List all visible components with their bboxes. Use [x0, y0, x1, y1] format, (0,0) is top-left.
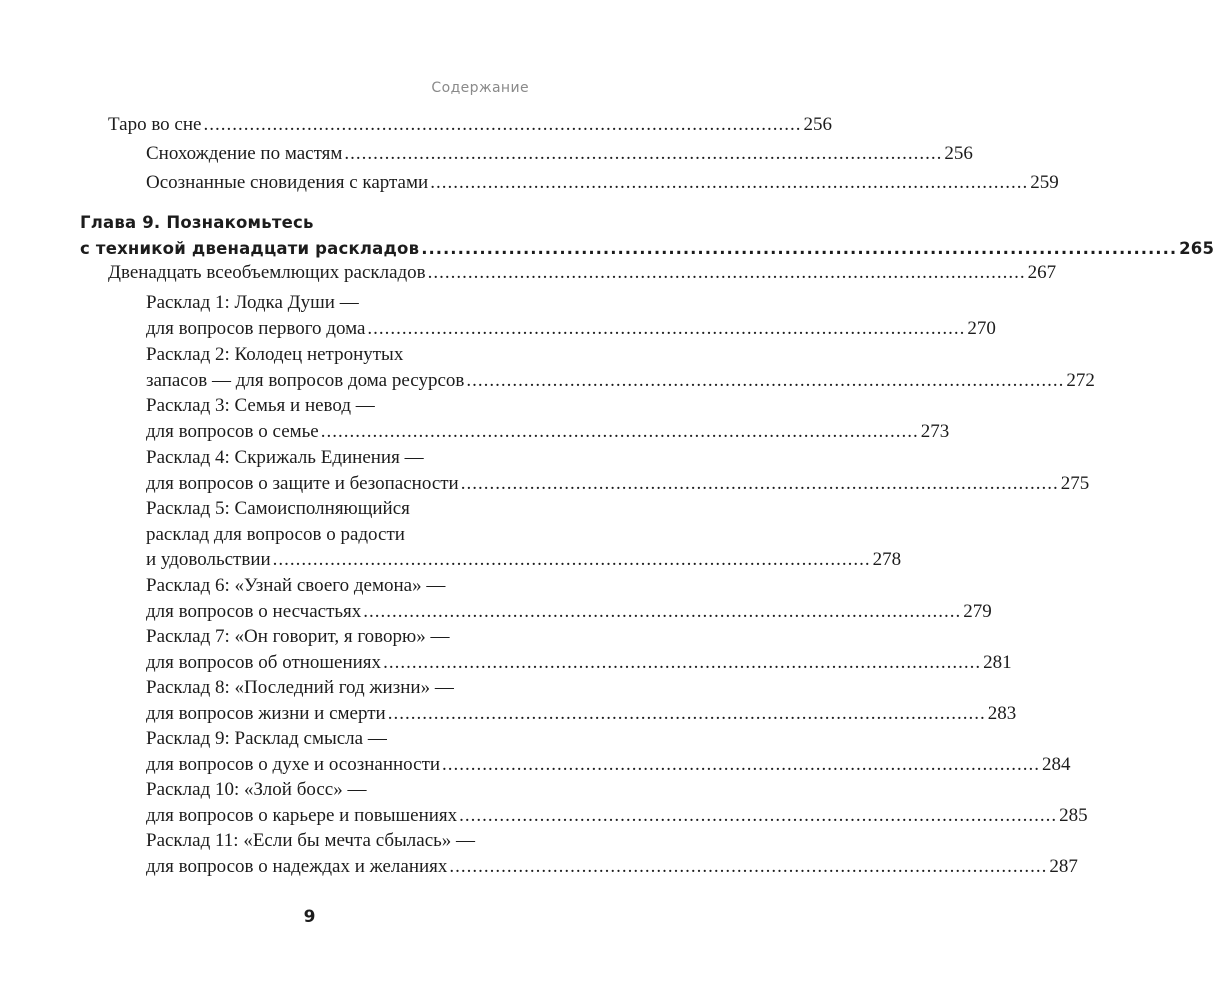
toc-entry-page: 267 — [1027, 262, 1057, 283]
dot-leader: ........................................................................................................ — [421, 238, 1178, 258]
toc-entry[interactable] — [146, 393, 950, 444]
toc-entry-title: для вопросов первого дома — [146, 317, 366, 339]
dot-leader: ........................................................................................................ — [387, 702, 986, 724]
toc-entry-title: Расклад 4: Скрижаль Единения — — [146, 447, 424, 468]
toc-entry-title: для вопросов о защите и безопасности — [146, 472, 459, 494]
toc-entry-page: 275 — [1060, 472, 1090, 494]
toc-entry-title: для вопросов о духе и осознанности — [146, 753, 441, 775]
toc-entry-title: для вопросов о надеждах и желаниях — [146, 855, 448, 877]
toc-entry-title: для вопросов о карьере и повышениях — [146, 804, 458, 826]
toc-entry-page: 256 — [803, 114, 832, 135]
toc-entry-title: для вопросов об отношениях — [146, 651, 382, 673]
dot-leader: ........................................................................................................ — [320, 420, 919, 442]
toc-entry-title: Таро во сне — [108, 114, 202, 135]
running-head: Содержание — [431, 80, 529, 96]
dot-leader: ........................................................................................................ — [449, 855, 1048, 877]
toc-entry-title: Расклад 1: Лодка Души — — [146, 292, 359, 313]
toc-entry-page: 270 — [967, 317, 996, 339]
toc-entry[interactable] — [146, 675, 1017, 726]
toc-entry-title: запасов — для вопросов дома ресурсов — [146, 369, 465, 391]
toc-entry-title: для вопросов жизни и смерти — [146, 702, 386, 724]
toc-entry[interactable] — [146, 777, 1088, 828]
toc-entry-title: Расклад 5: Самоисполняющийся — [146, 498, 410, 519]
toc-entry-title: Осознанные сновидения с картами — [146, 172, 429, 193]
toc-entry[interactable] — [146, 290, 996, 341]
toc-entry-title: Глава 9. Познакомьтесь — [80, 213, 314, 232]
toc-entry-title: Расклад 2: Колодец нетронутых — [146, 344, 404, 365]
toc-entry[interactable] — [146, 828, 1078, 879]
toc-entry-title: расклад для вопросов о радости — [146, 523, 405, 545]
toc-entry[interactable] — [146, 141, 973, 167]
toc-entry-title: Расклад 11: «Если бы мечта сбылась» — — [146, 830, 476, 851]
toc-entry-title: Расклад 3: Семья и невод — — [146, 395, 375, 416]
toc-entry-page: 281 — [983, 651, 1012, 673]
dot-leader: ........................................................................................................ — [459, 804, 1058, 826]
toc-entry-title: Расклад 8: «Последний год жизни» — — [146, 677, 454, 698]
dot-leader: ........................................................................................................ — [383, 651, 982, 673]
toc-entry-page: 278 — [872, 549, 902, 570]
toc-entry[interactable] — [146, 445, 1090, 496]
toc-entry[interactable] — [108, 112, 832, 138]
toc-entry-title: Двенадцать всеобъемлющих раскладов — [108, 262, 426, 283]
toc-entry-title: Расклад 9: Расклад смысла — — [146, 728, 387, 749]
toc-entry-title: для вопросов о несчастьях — [146, 600, 362, 622]
toc-entry[interactable] — [108, 260, 1057, 286]
toc-entry-page: 256 — [944, 143, 973, 164]
dot-leader: ........................................................................................................ — [367, 317, 966, 339]
toc-entry-title: Расклад 6: «Узнай своего демона» — — [146, 575, 446, 596]
toc-entry[interactable] — [146, 496, 902, 573]
dot-leader: ........................................................................................................ — [430, 172, 1029, 193]
toc-entry-page: 285 — [1059, 804, 1088, 826]
toc-entry-page: 259 — [1030, 172, 1059, 193]
toc-entry-page: 265 — [1179, 238, 1214, 258]
dot-leader: ........................................................................................................ — [466, 369, 1065, 391]
toc-entry-page: 283 — [987, 702, 1017, 724]
toc-entry-page: 273 — [920, 420, 950, 442]
toc-entry-page: 279 — [963, 600, 992, 622]
dot-leader: ........................................................................................................ — [427, 262, 1026, 283]
toc-entry-page: 284 — [1042, 753, 1071, 775]
toc-entry[interactable] — [146, 573, 992, 624]
page-number: 9 — [303, 907, 316, 927]
dot-leader: ........................................................................................................ — [344, 143, 943, 164]
dot-leader: ........................................................................................................ — [272, 549, 871, 570]
toc-entry-title: Расклад 7: «Он говорит, я говорю» — — [146, 626, 450, 647]
toc-entry-title: для вопросов о семье — [146, 420, 319, 442]
dot-leader: ........................................................................................................ — [460, 472, 1059, 494]
toc-entry[interactable] — [146, 726, 1071, 777]
toc-entry-page: 272 — [1066, 369, 1095, 391]
toc-entry-title: и удовольствии — [146, 549, 271, 570]
dot-leader: ........................................................................................................ — [203, 114, 802, 135]
toc-entry-page: 287 — [1049, 855, 1078, 877]
toc-entry[interactable] — [146, 624, 1012, 675]
toc-entry-title: с техникой двенадцати раскладов — [80, 238, 420, 258]
dot-leader: ........................................................................................................ — [363, 600, 962, 622]
dot-leader: ........................................................................................................ — [442, 753, 1041, 775]
toc-chapter-entry[interactable] — [80, 210, 1214, 261]
toc-entry[interactable] — [146, 170, 1059, 196]
toc-entry-title: Снохождение по мастям — [146, 143, 343, 164]
toc-entry[interactable] — [146, 342, 1095, 393]
toc-entry-title: Расклад 10: «Злой босс» — — [146, 779, 367, 800]
